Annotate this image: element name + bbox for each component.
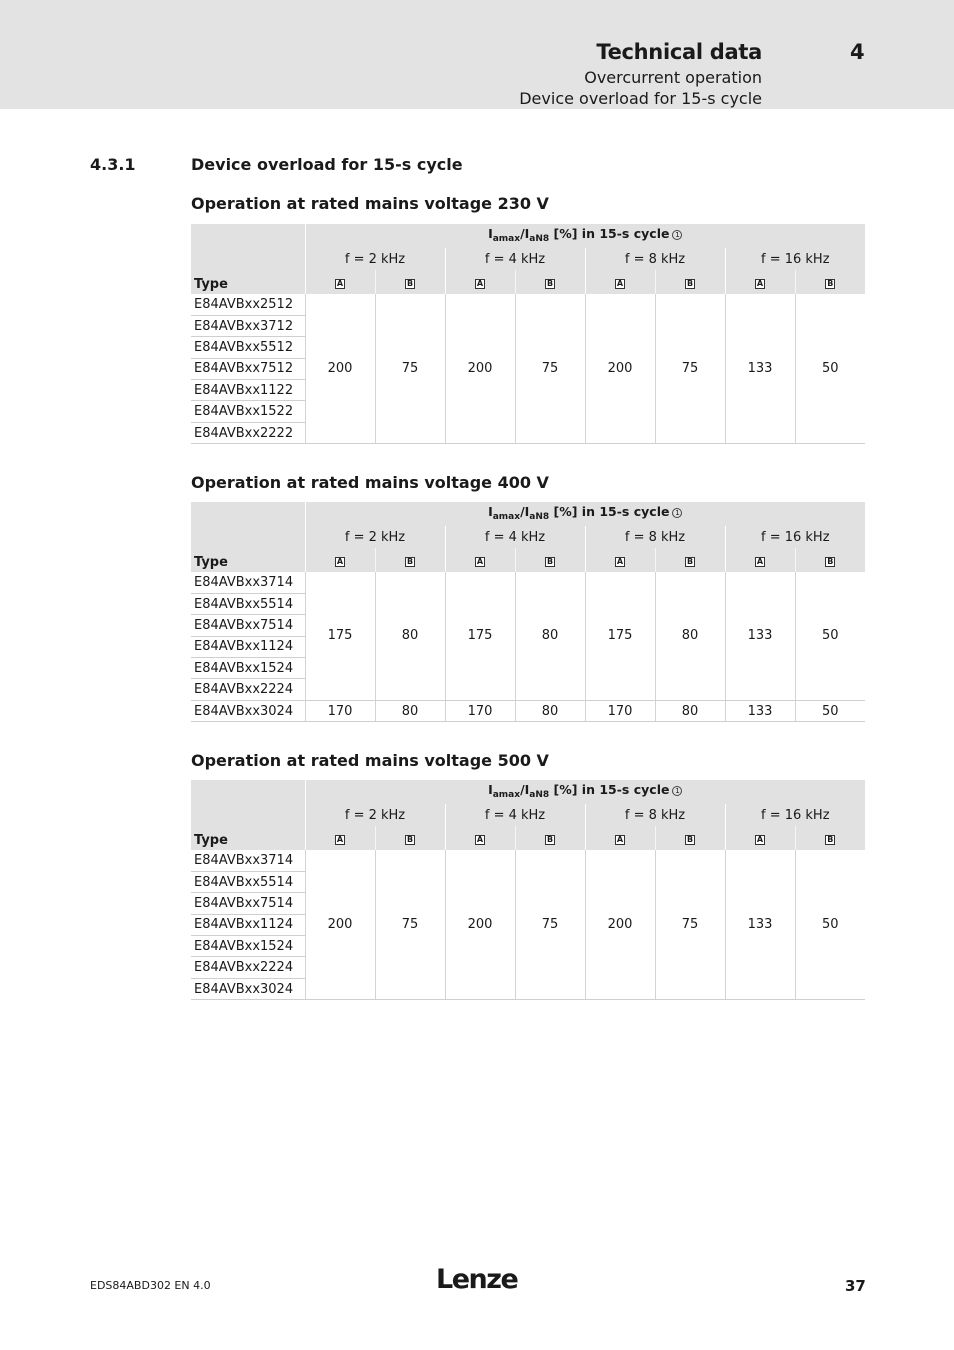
table-row xyxy=(191,850,865,871)
value-cell: 175 xyxy=(445,572,515,700)
current-subscript-an8: aN8 xyxy=(529,512,550,522)
value-cell: 80 xyxy=(515,700,585,721)
chapter-title: Technical data xyxy=(596,40,762,64)
frequency-header: f = 16 kHz xyxy=(725,804,865,826)
value-cell: 75 xyxy=(515,850,585,1000)
current-slash: /I xyxy=(520,504,530,519)
a-box-icon: A xyxy=(336,834,344,844)
column-b-header xyxy=(655,270,725,294)
lenze-logo: Lenze xyxy=(436,1264,518,1295)
value-cell: 133 xyxy=(725,850,795,1000)
value-cell: 75 xyxy=(655,850,725,1000)
current-ratio-header xyxy=(305,502,865,526)
a-box-icon: A xyxy=(336,556,344,566)
type-header: Type xyxy=(191,780,305,850)
column-a-header xyxy=(445,548,515,572)
a-box-icon: A xyxy=(476,556,484,566)
overload-table xyxy=(191,224,865,444)
a-box-icon: A xyxy=(616,556,624,566)
a-box-icon: A xyxy=(756,834,764,844)
current-slash: /I xyxy=(520,782,530,797)
document-id: EDS84ABD302 EN 4.0 xyxy=(90,1279,211,1292)
b-box-icon: B xyxy=(546,556,554,566)
type-cell: E84AVBxx7514 xyxy=(191,893,305,914)
frequency-header: f = 4 kHz xyxy=(445,526,585,548)
section-title: Device overload for 15-s cycle xyxy=(191,155,463,174)
b-box-icon: B xyxy=(827,278,834,288)
footnote-marker-icon: 1 xyxy=(672,508,682,518)
table-heading: Operation at rated mains voltage 500 V xyxy=(191,751,549,770)
value-cell: 170 xyxy=(445,700,515,721)
value-cell: 170 xyxy=(585,700,655,721)
table-row xyxy=(191,572,865,593)
column-b-header xyxy=(795,548,865,572)
column-a-header xyxy=(585,826,655,850)
page-number: 37 xyxy=(845,1277,866,1295)
a-box-icon: A xyxy=(336,278,344,288)
value-cell: 200 xyxy=(585,850,655,1000)
type-cell: E84AVBxx3714 xyxy=(191,850,305,871)
current-subscript-an8: aN8 xyxy=(529,234,550,244)
value-cell: 133 xyxy=(725,294,795,444)
type-cell: E84AVBxx2222 xyxy=(191,422,305,443)
a-box-icon: A xyxy=(616,278,624,288)
column-a-header xyxy=(445,270,515,294)
frequency-header: f = 2 kHz xyxy=(305,526,445,548)
value-cell: 50 xyxy=(795,850,865,1000)
b-box-icon: B xyxy=(827,556,834,566)
type-cell: E84AVBxx7514 xyxy=(191,615,305,636)
column-a-header xyxy=(445,826,515,850)
section-number: 4.3.1 xyxy=(90,155,136,174)
b-box-icon: B xyxy=(686,556,694,566)
column-a-header xyxy=(585,270,655,294)
current-symbol: I xyxy=(488,226,493,241)
b-box-icon: B xyxy=(406,556,414,566)
a-box-icon: A xyxy=(616,834,624,844)
current-slash: /I xyxy=(520,226,530,241)
column-a-header xyxy=(725,270,795,294)
column-b-header xyxy=(515,826,585,850)
column-a-header xyxy=(305,826,375,850)
type-header: Type xyxy=(191,502,305,572)
value-cell: 80 xyxy=(655,700,725,721)
chapter-subtitle-2: Device overload for 15-s cycle xyxy=(519,89,762,108)
table-heading: Operation at rated mains voltage 400 V xyxy=(191,473,549,492)
type-header: Type xyxy=(191,224,305,294)
column-a-header xyxy=(305,548,375,572)
value-cell: 200 xyxy=(445,850,515,1000)
type-cell: E84AVBxx2224 xyxy=(191,957,305,978)
type-cell: E84AVBxx1524 xyxy=(191,658,305,679)
a-box-icon: A xyxy=(476,834,484,844)
frequency-header: f = 8 kHz xyxy=(585,248,725,270)
header-band xyxy=(0,0,954,109)
value-cell: 200 xyxy=(305,294,375,444)
type-cell: E84AVBxx3024 xyxy=(191,978,305,999)
value-cell: 200 xyxy=(585,294,655,444)
header-row-current xyxy=(191,502,865,526)
current-ratio-header xyxy=(305,780,865,804)
value-cell: 175 xyxy=(305,572,375,700)
current-header-text: [%] in 15-s cycle xyxy=(549,504,670,519)
frequency-header: f = 4 kHz xyxy=(445,804,585,826)
table-heading: Operation at rated mains voltage 230 V xyxy=(191,194,549,213)
type-cell: E84AVBxx1522 xyxy=(191,401,305,422)
b-box-icon: B xyxy=(406,278,414,288)
current-ratio-header xyxy=(305,224,865,248)
type-cell: E84AVBxx5514 xyxy=(191,593,305,614)
value-cell: 80 xyxy=(375,700,445,721)
table-row xyxy=(191,700,865,721)
a-box-icon: A xyxy=(476,278,484,288)
frequency-header: f = 4 kHz xyxy=(445,248,585,270)
b-box-icon: B xyxy=(686,834,694,844)
frequency-header: f = 8 kHz xyxy=(585,526,725,548)
b-box-icon: B xyxy=(827,834,834,844)
value-cell: 75 xyxy=(375,850,445,1000)
chapter-subtitle-1: Overcurrent operation xyxy=(584,68,762,87)
current-subscript-amax: amax xyxy=(492,234,521,244)
column-a-header xyxy=(585,548,655,572)
b-box-icon: B xyxy=(546,278,554,288)
value-cell: 80 xyxy=(655,572,725,700)
current-header-text: [%] in 15-s cycle xyxy=(549,782,670,797)
type-cell: E84AVBxx3024 xyxy=(191,700,305,721)
value-cell: 200 xyxy=(305,850,375,1000)
type-cell: E84AVBxx3712 xyxy=(191,315,305,336)
value-cell: 133 xyxy=(725,572,795,700)
b-box-icon: B xyxy=(686,278,694,288)
frequency-header: f = 2 kHz xyxy=(305,804,445,826)
type-cell: E84AVBxx2512 xyxy=(191,294,305,315)
value-cell: 75 xyxy=(515,294,585,444)
type-cell: E84AVBxx1524 xyxy=(191,936,305,957)
column-b-header xyxy=(795,270,865,294)
overload-table xyxy=(191,780,865,1000)
header-row-current xyxy=(191,780,865,804)
overload-table xyxy=(191,502,865,722)
footnote-marker-icon: 1 xyxy=(672,230,682,240)
type-cell: E84AVBxx1122 xyxy=(191,380,305,401)
value-cell: 50 xyxy=(795,572,865,700)
column-b-header xyxy=(375,270,445,294)
header-row-current xyxy=(191,224,865,248)
current-subscript-amax: amax xyxy=(492,790,521,800)
value-cell: 80 xyxy=(515,572,585,700)
value-cell: 200 xyxy=(445,294,515,444)
value-cell: 170 xyxy=(305,700,375,721)
frequency-header: f = 8 kHz xyxy=(585,804,725,826)
chapter-number: 4 xyxy=(850,40,865,64)
frequency-header: f = 16 kHz xyxy=(725,526,865,548)
a-box-icon: A xyxy=(756,556,764,566)
value-cell: 50 xyxy=(795,700,865,721)
type-cell: E84AVBxx5512 xyxy=(191,337,305,358)
column-b-header xyxy=(375,826,445,850)
column-b-header xyxy=(515,548,585,572)
current-symbol: I xyxy=(488,782,493,797)
b-box-icon: B xyxy=(546,834,554,844)
value-cell: 75 xyxy=(655,294,725,444)
current-subscript-amax: amax xyxy=(492,512,521,522)
type-cell: E84AVBxx7512 xyxy=(191,358,305,379)
frequency-header: f = 16 kHz xyxy=(725,248,865,270)
current-header-text: [%] in 15-s cycle xyxy=(549,226,670,241)
column-b-header xyxy=(655,826,725,850)
value-cell: 75 xyxy=(375,294,445,444)
type-cell: E84AVBxx2224 xyxy=(191,679,305,700)
current-symbol: I xyxy=(488,504,493,519)
frequency-header: f = 2 kHz xyxy=(305,248,445,270)
table-row xyxy=(191,294,865,315)
column-a-header xyxy=(725,548,795,572)
value-cell: 50 xyxy=(795,294,865,444)
footnote-marker-icon: 1 xyxy=(672,786,682,796)
type-cell: E84AVBxx5514 xyxy=(191,871,305,892)
type-cell: E84AVBxx1124 xyxy=(191,914,305,935)
a-box-icon: A xyxy=(756,278,764,288)
type-cell: E84AVBxx3714 xyxy=(191,572,305,593)
value-cell: 175 xyxy=(585,572,655,700)
column-b-header xyxy=(515,270,585,294)
value-cell: 80 xyxy=(375,572,445,700)
column-a-header xyxy=(725,826,795,850)
type-cell: E84AVBxx1124 xyxy=(191,636,305,657)
column-b-header xyxy=(375,548,445,572)
b-box-icon: B xyxy=(406,834,414,844)
column-b-header xyxy=(655,548,725,572)
current-subscript-an8: aN8 xyxy=(529,790,550,800)
column-a-header xyxy=(305,270,375,294)
column-b-header xyxy=(795,826,865,850)
value-cell: 133 xyxy=(725,700,795,721)
